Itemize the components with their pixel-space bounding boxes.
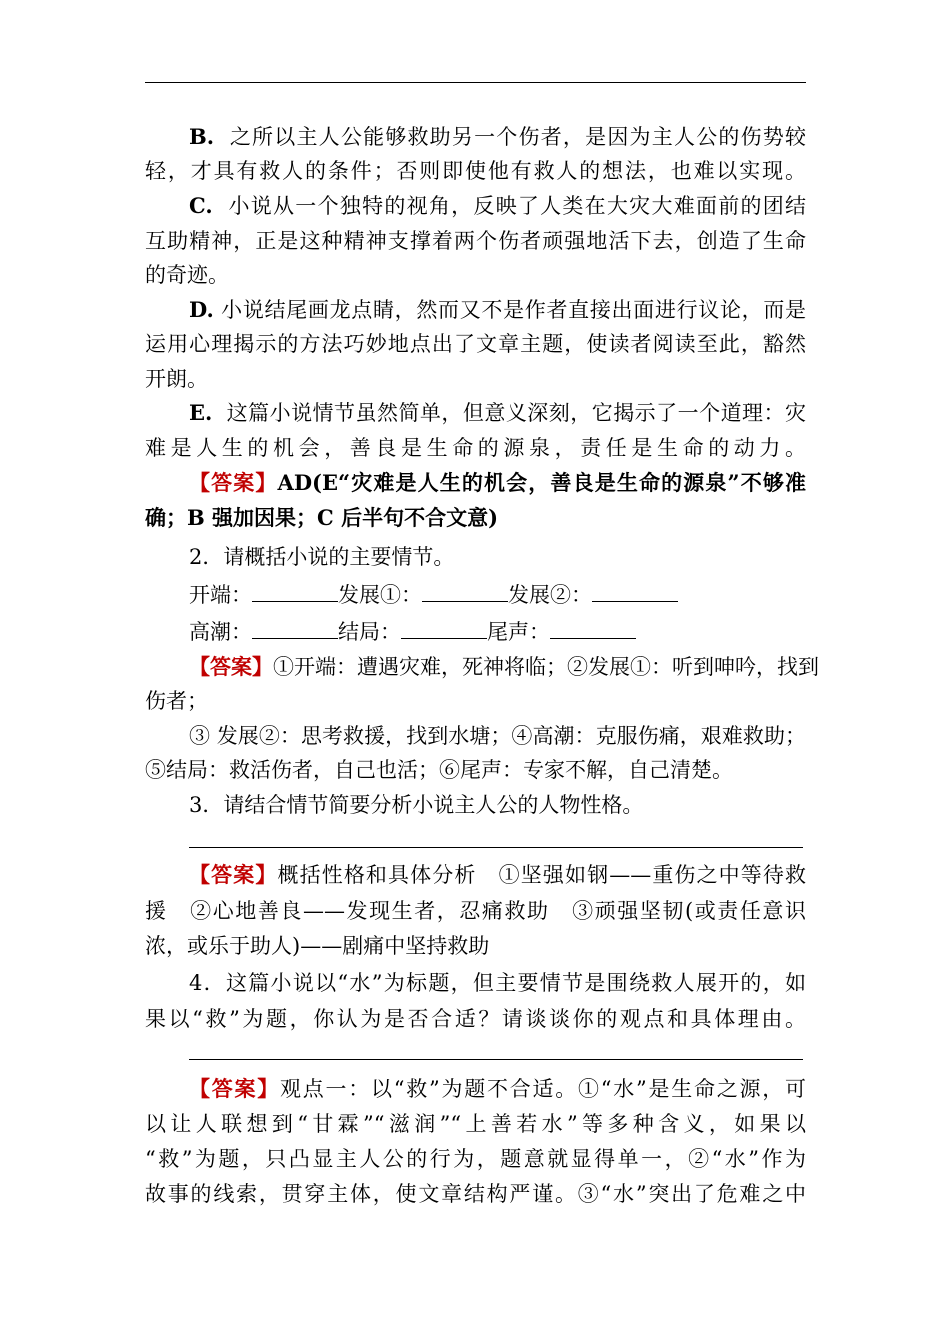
answer-4-line-2: 以让人联想到“甘霖”“滋润”“上善若水”等多种含义，如果以 [145,1112,806,1136]
question-4-answer-line[interactable] [189,1059,803,1060]
answer-1-line-2: 确；B 强加因果；C 后半句不合文意) [145,505,499,530]
option-d-label: D. [189,297,214,322]
option-b-text-1: 之所以主人公能够救助另一个伤者，是因为主人公的伤势较 [229,125,806,149]
question-4-line-1: 4．这篇小说以“水”为标题，但主要情节是围绕救人展开的，如 [189,971,806,995]
option-e-line-2: 难是人生的机会，善良是生命的源泉，责任是生命的动力。 [145,436,806,460]
option-c-line-2: 互助精神，正是这种精神支撑着两个伤者顽强地活下去，创造了生命 [145,229,806,253]
option-c-label: C. [189,193,213,218]
question-3-title: 3．请结合情节简要分析小说主人公的人物性格。 [189,793,644,817]
question-2-blanks-row-2 [189,619,806,645]
answer-3-line-3: 浓，或乐于助人)——剧痛中坚持救助 [145,934,490,958]
answer-4-line-3: “救”为题，只凸显主人公的行为，题意就显得单一，②“水”作为 [145,1147,806,1171]
option-e-label: E. [189,400,213,425]
answer-3-text-1: 概括性格和具体分析 ①坚强如钢——重伤之中等待救 [277,863,807,887]
blank-label-start: 开端： [189,583,252,607]
option-e-text-1: 这篇小说情节虽然简单，但意义深刻，它揭示了一个道理：灾 [226,401,806,425]
option-c-line-3: 的奇迹。 [145,263,229,287]
answer-4-text-1: 观点一：以“救”为题不合适。①“水”是生命之源，可 [280,1077,806,1101]
header-rule [145,82,806,83]
answer-2-text-1: ①开端：遭遇灾难，死神将临；②发展①：听到呻吟，找到 [273,655,819,679]
answer-tag: 【答案】 [189,654,273,679]
blank-label-epilogue: 尾声： [487,620,550,644]
option-b-line-1 [189,124,806,150]
answer-2-line-4: ⑤结局：救活伤者，自己也活；⑥尾声：专家不解，自己清楚。 [145,758,733,782]
answer-tag: 【答案】 [189,862,278,887]
blank-label-climax: 高潮： [189,620,252,644]
option-d-line-3: 开朗。 [145,367,208,391]
blank-dev1[interactable] [422,583,508,602]
blank-epilogue[interactable] [550,620,636,639]
question-3-answer-line[interactable] [189,847,803,848]
answer-1-text-1: AD(E“灾难是人生的机会，善良是生命的源泉”不够准 [277,470,806,495]
blank-label-dev1: 发展①： [338,583,422,607]
option-d-line-2: 运用心理揭示的方法巧妙地点出了文章主题，使读者阅读至此，豁然 [145,332,806,356]
option-e-line-1 [189,400,806,426]
answer-tag: 【答案】 [189,470,278,495]
blank-climax[interactable] [252,620,338,639]
answer-4-line-4: 故事的线索，贯穿主体，使文章结构严谨。③“水”突出了危难之中 [145,1182,806,1206]
blank-dev2[interactable] [592,583,678,602]
answer-2-line-1 [189,654,819,680]
option-c-text-1: 小说从一个独特的视角，反映了人类在大灾大难面前的团结 [228,194,806,218]
answer-2-line-2: 伤者； [145,689,208,713]
blank-label-ending: 结局： [338,620,401,644]
option-c-line-1 [189,193,806,219]
blank-start[interactable] [252,583,338,602]
question-2-blanks-row-1 [189,582,806,608]
answer-3-line-2: 援 ②心地善良——发现生者，忍痛救助 ③顽强坚韧(或责任意识 [145,899,806,923]
question-2-title: 2．请概括小说的主要情节。 [189,545,455,569]
blank-ending[interactable] [401,620,487,639]
answer-2-line-3: ③ 发展②：思考救援，找到水塘；④高潮：克服伤痛，艰难救助； [189,724,806,748]
answer-3-line-1 [189,862,806,888]
option-d-line-1 [189,297,806,323]
blank-label-dev2: 发展②： [508,583,592,607]
answer-tag: 【答案】 [189,1076,281,1101]
answer-1-line-1 [189,470,806,496]
option-d-text-1: 小说结尾画龙点睛，然而又不是作者直接出面进行议论，而是 [221,298,806,322]
question-4-line-2: 果以“救”为题，你认为是否合适？请谈谈你的观点和具体理由。 [145,1007,806,1031]
option-b-line-2: 轻，才具有救人的条件；否则即使他有救人的想法，也难以实现。 [145,159,806,183]
option-b-label: B. [189,124,215,149]
answer-4-line-1 [189,1076,806,1102]
